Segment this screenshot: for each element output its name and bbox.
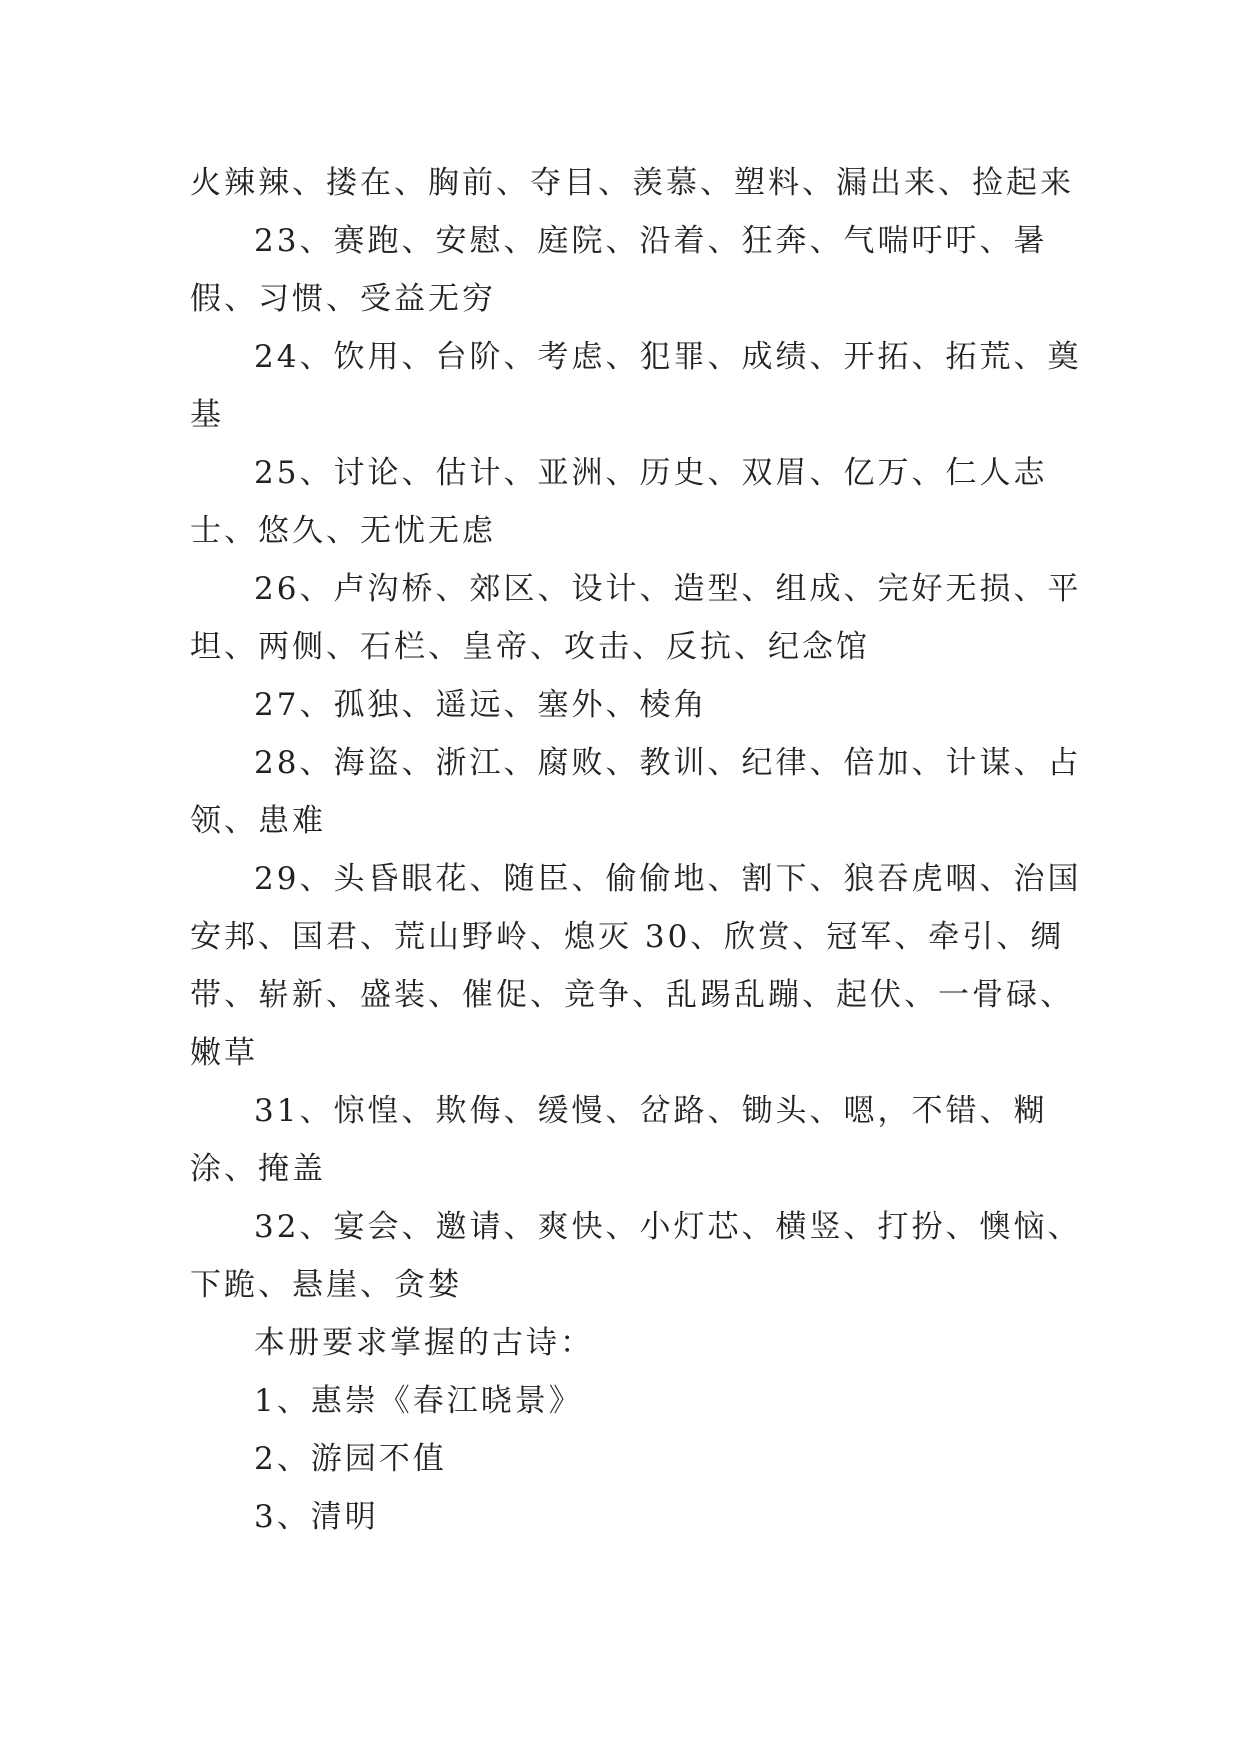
paragraph-lesson-25: 25、讨论、估计、亚洲、历史、双眉、亿万、仁人志士、悠久、无忧无虑 bbox=[190, 455, 1048, 549]
poem-item-2: 2、游园不值 bbox=[254, 1441, 447, 1477]
poems-heading: 本册要求掌握的古诗： bbox=[254, 1325, 594, 1361]
paragraph-lesson-27: 27、孤独、遥远、塞外、棱角 bbox=[254, 687, 708, 723]
paragraph-lesson-28: 28、海盗、浙江、腐败、教训、纪律、倍加、计谋、占领、患难 bbox=[190, 745, 1082, 839]
paragraph-lesson-24: 24、饮用、台阶、考虑、犯罪、成绩、开拓、拓荒、奠基 bbox=[190, 339, 1082, 433]
paragraph-words-line: 火辣辣、搂在、胸前、夺目、羡慕、塑料、漏出来、捡起来 bbox=[190, 165, 1074, 201]
poem-item-1: 1、惠崇《春江晓景》 bbox=[254, 1383, 583, 1419]
paragraph-lesson-32: 32、宴会、邀请、爽快、小灯芯、横竖、打扮、懊恼、下跪、悬崖、贪婪 bbox=[190, 1209, 1082, 1303]
paragraph-lesson-26: 26、卢沟桥、郊区、设计、造型、组成、完好无损、平坦、两侧、石栏、皇帝、攻击、反抗、纪念馆 bbox=[190, 571, 1082, 665]
paragraph-lesson-29-30: 29、头昏眼花、随臣、偷偷地、割下、狼吞虎咽、治国安邦、国君、荒山野岭、熄灭 30、欣赏、冠军、牵引、绸带、崭新、盛装、催促、竞争、乱踢乱蹦、起伏、一骨碌、嫩草 bbox=[190, 861, 1082, 1071]
paragraph-lesson-23: 23、赛跑、安慰、庭院、沿着、狂奔、气喘吁吁、暑假、习惯、受益无穷 bbox=[190, 223, 1048, 317]
document-body bbox=[190, 154, 1090, 1546]
poem-item-3: 3、清明 bbox=[254, 1499, 379, 1535]
paragraph-lesson-31: 31、惊惶、欺侮、缓慢、岔路、锄头、嗯，不错、糊涂、掩盖 bbox=[190, 1093, 1048, 1187]
